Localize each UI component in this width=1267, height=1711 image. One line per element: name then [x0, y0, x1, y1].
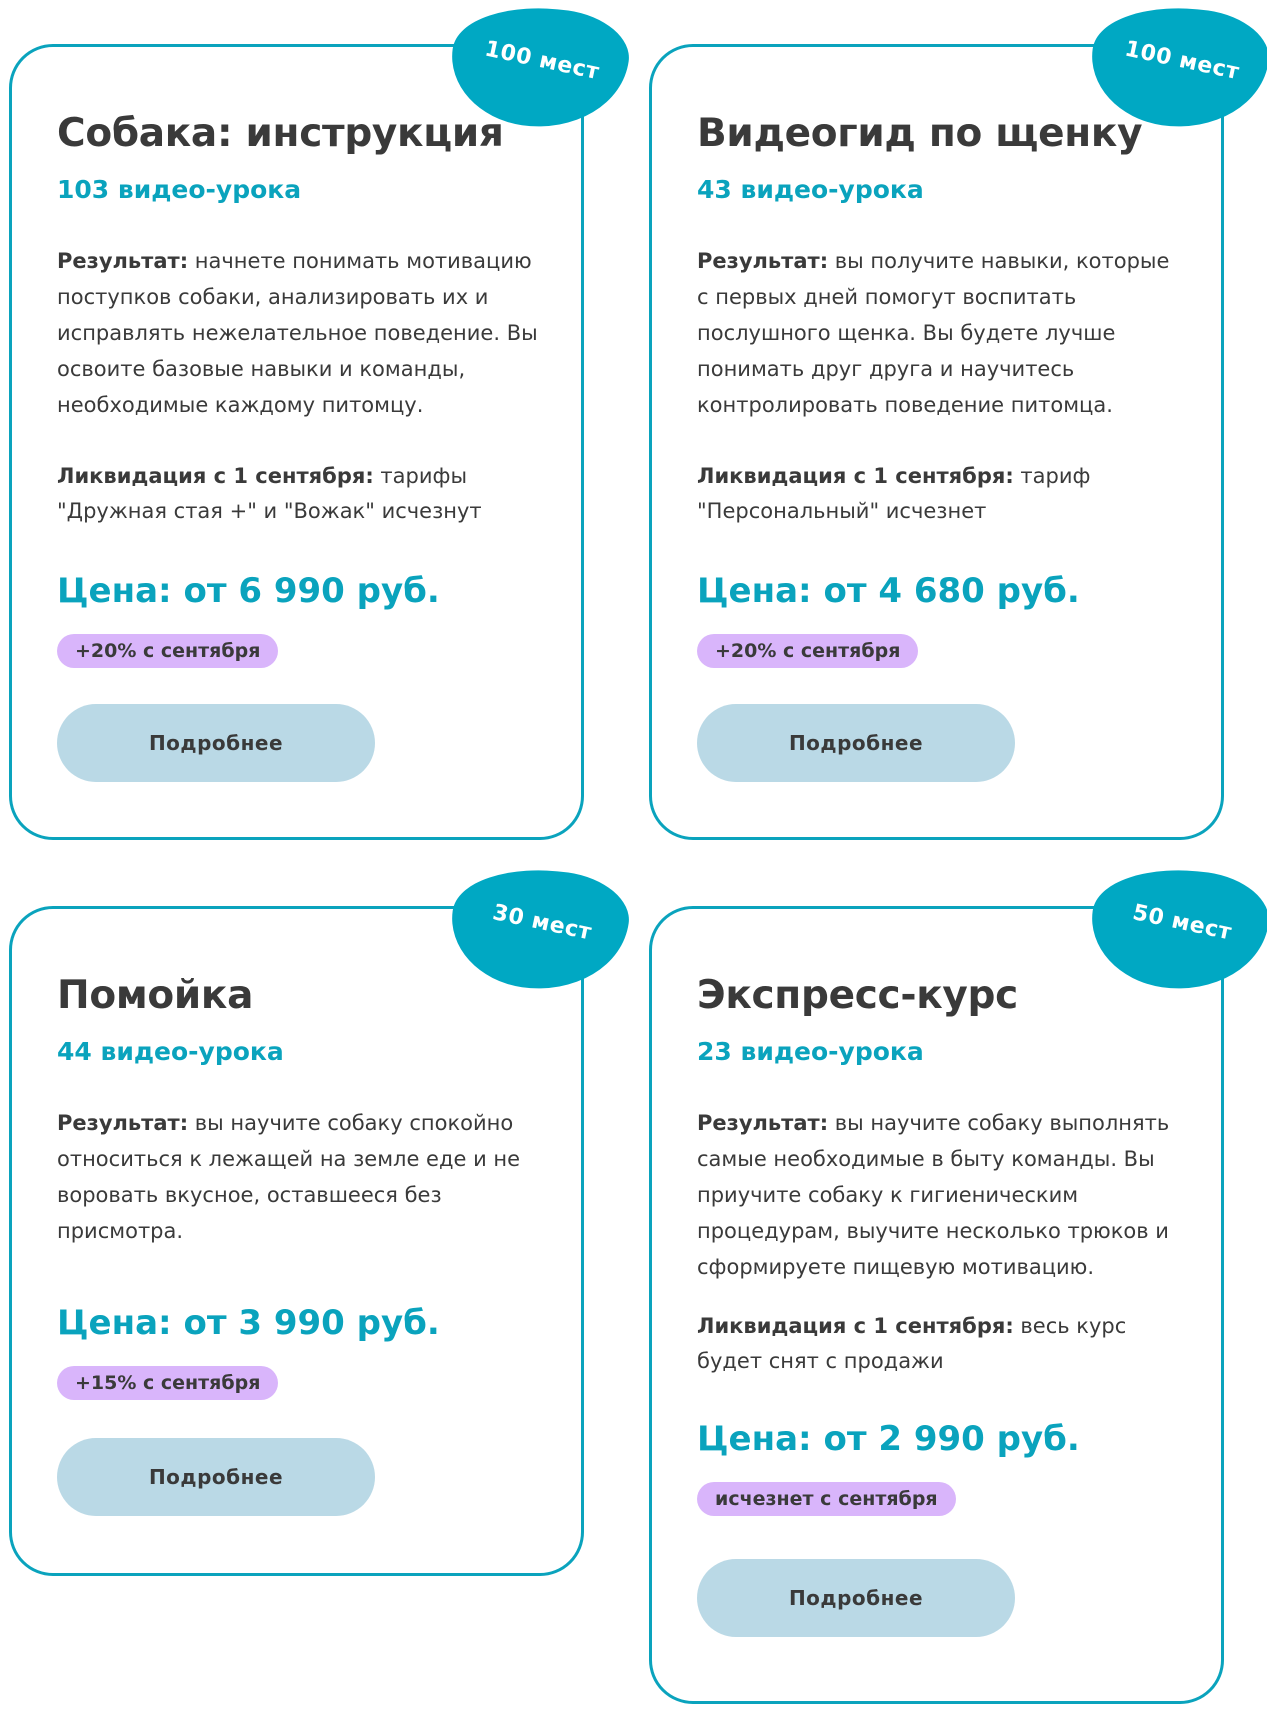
liquidation-note: [697, 459, 1187, 529]
details-button[interactable]: Подробнее: [57, 704, 375, 782]
details-button[interactable]: Подробнее: [697, 704, 1015, 782]
liquidation-text: весь курс будет снят с продажи: [697, 1314, 1127, 1373]
result-label: Результат:: [697, 249, 829, 273]
result-label: Результат:: [57, 249, 189, 273]
course-title: Собака: инструкция: [57, 111, 504, 156]
lessons-count: 103 видео-урока: [57, 175, 302, 204]
liquidation-label: Ликвидация с 1 сентября:: [697, 464, 1014, 488]
seats-label: 100 мест: [482, 36, 602, 85]
seats-label: 30 мест: [490, 899, 594, 946]
result-label: Результат:: [697, 1111, 829, 1135]
course-price: Цена: от 2 990 руб.: [697, 1419, 1080, 1459]
price-change-badge: +15% с сентября: [57, 1366, 278, 1400]
lessons-count: 23 видео-урока: [697, 1037, 924, 1066]
result-text: вы научите собаку спокойно относиться к лежащей на земле еде и не воровать вкусное, оставшееся без присмотра.: [57, 1111, 521, 1243]
course-result: [697, 243, 1187, 423]
liquidation-note: [57, 459, 547, 529]
course-card-dog-instruction: [9, 36, 602, 840]
details-button[interactable]: Подробнее: [697, 1559, 1015, 1637]
seats-badge: [1084, 857, 1267, 1000]
liquidation-text: тариф "Персональный" исчезнет: [697, 464, 1091, 523]
course-card-puppy-videoguide: [649, 36, 1242, 840]
course-result: [57, 243, 547, 423]
result-text: начнете понимать мотивацию поступков собаки, анализировать их и исправлять нежелательное поведение. Вы освоите базовые навыки и команды, необходимые каждому питомцу.: [57, 249, 538, 417]
course-result: [697, 1105, 1187, 1285]
course-title: Видеогид по щенку: [697, 111, 1143, 156]
price-change-badge: исчезнет с сентября: [697, 1482, 956, 1516]
result-text: вы научите собаку выполнять самые необходимые в быту команды. Вы приучите собаку к гигиеническим процедурам, выучите несколько трюков и сформируете пищевую мотивацию.: [697, 1111, 1170, 1279]
lessons-count: 44 видео-урока: [57, 1037, 284, 1066]
course-price: Цена: от 3 990 руб.: [57, 1303, 440, 1343]
liquidation-text: тарифы "Дружная стая +" и "Вожак" исчезнут: [57, 464, 482, 523]
seats-label: 100 мест: [1122, 36, 1242, 85]
details-button[interactable]: Подробнее: [57, 1438, 375, 1516]
result-text: вы получите навыки, которые с первых дней помогут воспитать послушного щенка. Вы будете лучше понимать друг друга и научитесь контролировать поведение питомца.: [697, 249, 1170, 417]
result-label: Результат:: [57, 1111, 189, 1135]
course-result: [57, 1105, 547, 1249]
lessons-count: 43 видео-урока: [697, 175, 924, 204]
seats-badge: [444, 857, 635, 1000]
liquidation-label: Ликвидация с 1 сентября:: [57, 464, 374, 488]
seats-label: 50 мест: [1130, 899, 1234, 946]
course-price: Цена: от 4 680 руб.: [697, 571, 1080, 611]
price-change-badge: +20% с сентября: [697, 634, 918, 668]
liquidation-note: [697, 1309, 1187, 1379]
course-card-express: [649, 899, 1234, 1704]
price-change-badge: +20% с сентября: [57, 634, 278, 668]
course-title: Экспресс-курс: [697, 973, 1018, 1018]
course-price: Цена: от 6 990 руб.: [57, 571, 440, 611]
liquidation-label: Ликвидация с 1 сентября:: [697, 1314, 1014, 1338]
course-card-garbage: [9, 899, 594, 1576]
course-title: Помойка: [57, 973, 254, 1018]
